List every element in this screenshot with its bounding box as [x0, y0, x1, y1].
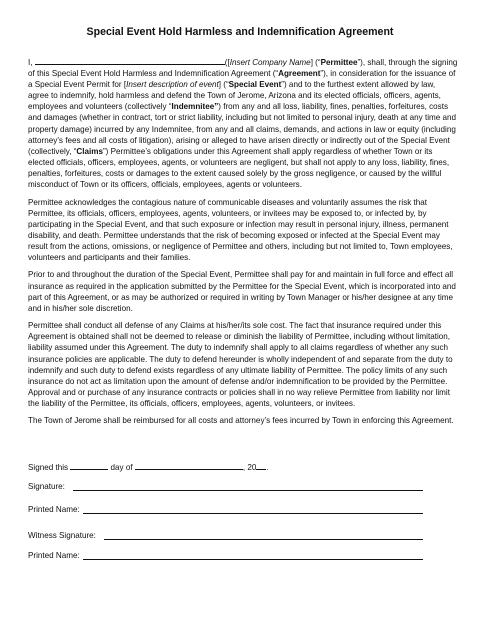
witness-printed-name-label: Printed Name:	[28, 551, 80, 560]
paragraph-indemnification	[28, 56, 458, 190]
term-special-event: Special Event	[228, 80, 282, 90]
text: ”), in consideration for the issuance of a Special Event Permit for [	[28, 69, 456, 90]
signed-date-row	[28, 461, 269, 473]
witness-signature-label: Witness Signature:	[28, 531, 96, 540]
term-indemnitee: Indemnitee”	[171, 102, 219, 112]
text: ] (“	[310, 58, 321, 67]
text: ”), shall, through the signing of this Special Event Hold Harmless and Indemnification Agreement (“	[28, 58, 458, 79]
witness-printed-name-field[interactable]	[83, 559, 423, 560]
text: ([	[224, 58, 230, 67]
document-title: Special Event Hold Harmless and Indemnification Agreement	[86, 26, 394, 38]
term-permittee: Permittee	[320, 58, 358, 67]
day-of-label: day of	[110, 463, 133, 472]
paragraph-defense: Permittee shall conduct all defense of any Claims at his/her/its sole cost. The fact that insurance required under this Agreement is obtained shall not be deemed to release or diminish the liability of Permittee, including without limitation, liability assumed under this Agreement. The duty to indemnify shall apply to all claims regardless of whether any such insurance policies are applicable. The duty to defend hereunder is wholly independent of and separate from the duty to indemnify and such duty to defend exists regardless of any ultimate liability of Permittee. The policy limits of any such insurance do not act as limitation upon the amount of defense and/or indemnification to be provided by the Permittee. Approval and or purchase of any insurance contracts or policies shall in no way relieve Permittee from liability nor limit the liability of the Permittee, its officials, officers, employees, agents, volunteers, or invitees.	[28, 321, 453, 408]
text: ) from any and all loss, liability, fines, penalties, forfeitures, costs and damages (whether in contract, tort or strict liability, including but not limited to personal injury, death at any time and property damage) incurred by any Indemnitee, from any and all claims, demands, and actions in law or equity (including attorney’s fees and all costs of litigation), arising or alleged to have arisen directly or indirectly out of the Special Event (collectively, “	[28, 102, 456, 156]
signature-field[interactable]	[73, 490, 423, 491]
term-agreement: Agreement	[278, 69, 321, 79]
year-field[interactable]	[256, 461, 269, 472]
event-description-placeholder: Insert description of event	[126, 80, 219, 90]
paragraph-insurance: Prior to and throughout the duration of the Special Event, Permittee shall pay for and maintain in full force and effect all insurance as required in the application submitted by the Permittee for the Special Event, which is incorporated into and part of this Agreement, or as may be authorized or required in writing by Town Manager or his/her designee at any time and in his/her sole discretion.	[28, 270, 456, 313]
year-prefix-label: , 20	[242, 463, 257, 472]
printed-name-label: Printed Name:	[28, 505, 80, 514]
printed-name-field[interactable]	[83, 513, 423, 514]
text-lead: I,	[28, 58, 35, 67]
agreement-body	[28, 56, 458, 433]
company-name-placeholder: Insert Company Name	[229, 58, 311, 67]
text: ”) and to the furthest extent allowed by law, agree to indemnify, hold harmless and defend the Town of Jerome, Arizona and its elected officials, officers, agents, employees and volunteers (collectively “	[28, 80, 441, 112]
signed-this-label: Signed this	[28, 463, 69, 472]
period: .	[266, 463, 269, 472]
text: ] (“	[218, 80, 229, 90]
month-field[interactable]	[135, 461, 243, 470]
company-name-blank[interactable]	[35, 56, 225, 65]
witness-signature-field[interactable]	[104, 539, 423, 540]
text: ”) Permittee’s obligations under this Agreement shall apply regardless of whether Town or its elected officials, officers, employees, agents, or volunteers are negligent, but shall not apply to any loss, liability, fines, penalties, forfeitures, costs or damages to the extent caused solely by the gross negligence, or caused by the willful misconduct of Town or its officers, officials, employees, agents or volunteers.	[28, 146, 450, 190]
day-field[interactable]	[70, 461, 108, 470]
term-claims: Claims	[76, 146, 103, 156]
paragraph-communicable-disease: Permittee acknowledges the contagious nature of communicable diseases and voluntarily assumes the risk that Permittee, its officials, officers, employees, agents, volunteers, or invitees may be exposed to, or infected by, by participating in the Special Event, and that such exposure or infection may result in personal injury, illness, permanent disability, and death. Permittee understands that the risk of becoming exposed or infected at the Special Event may result from the actions, omissions, or negligence of Permittee and others, including but not limited to, Town employees, volunteers and participants and their families.	[28, 197, 453, 262]
paragraph-reimbursement: The Town of Jerome shall be reimbursed for all costs and attorney’s fees incurred by Town in enforcing this Agreement.	[28, 416, 454, 426]
signature-label: Signature:	[28, 482, 65, 491]
